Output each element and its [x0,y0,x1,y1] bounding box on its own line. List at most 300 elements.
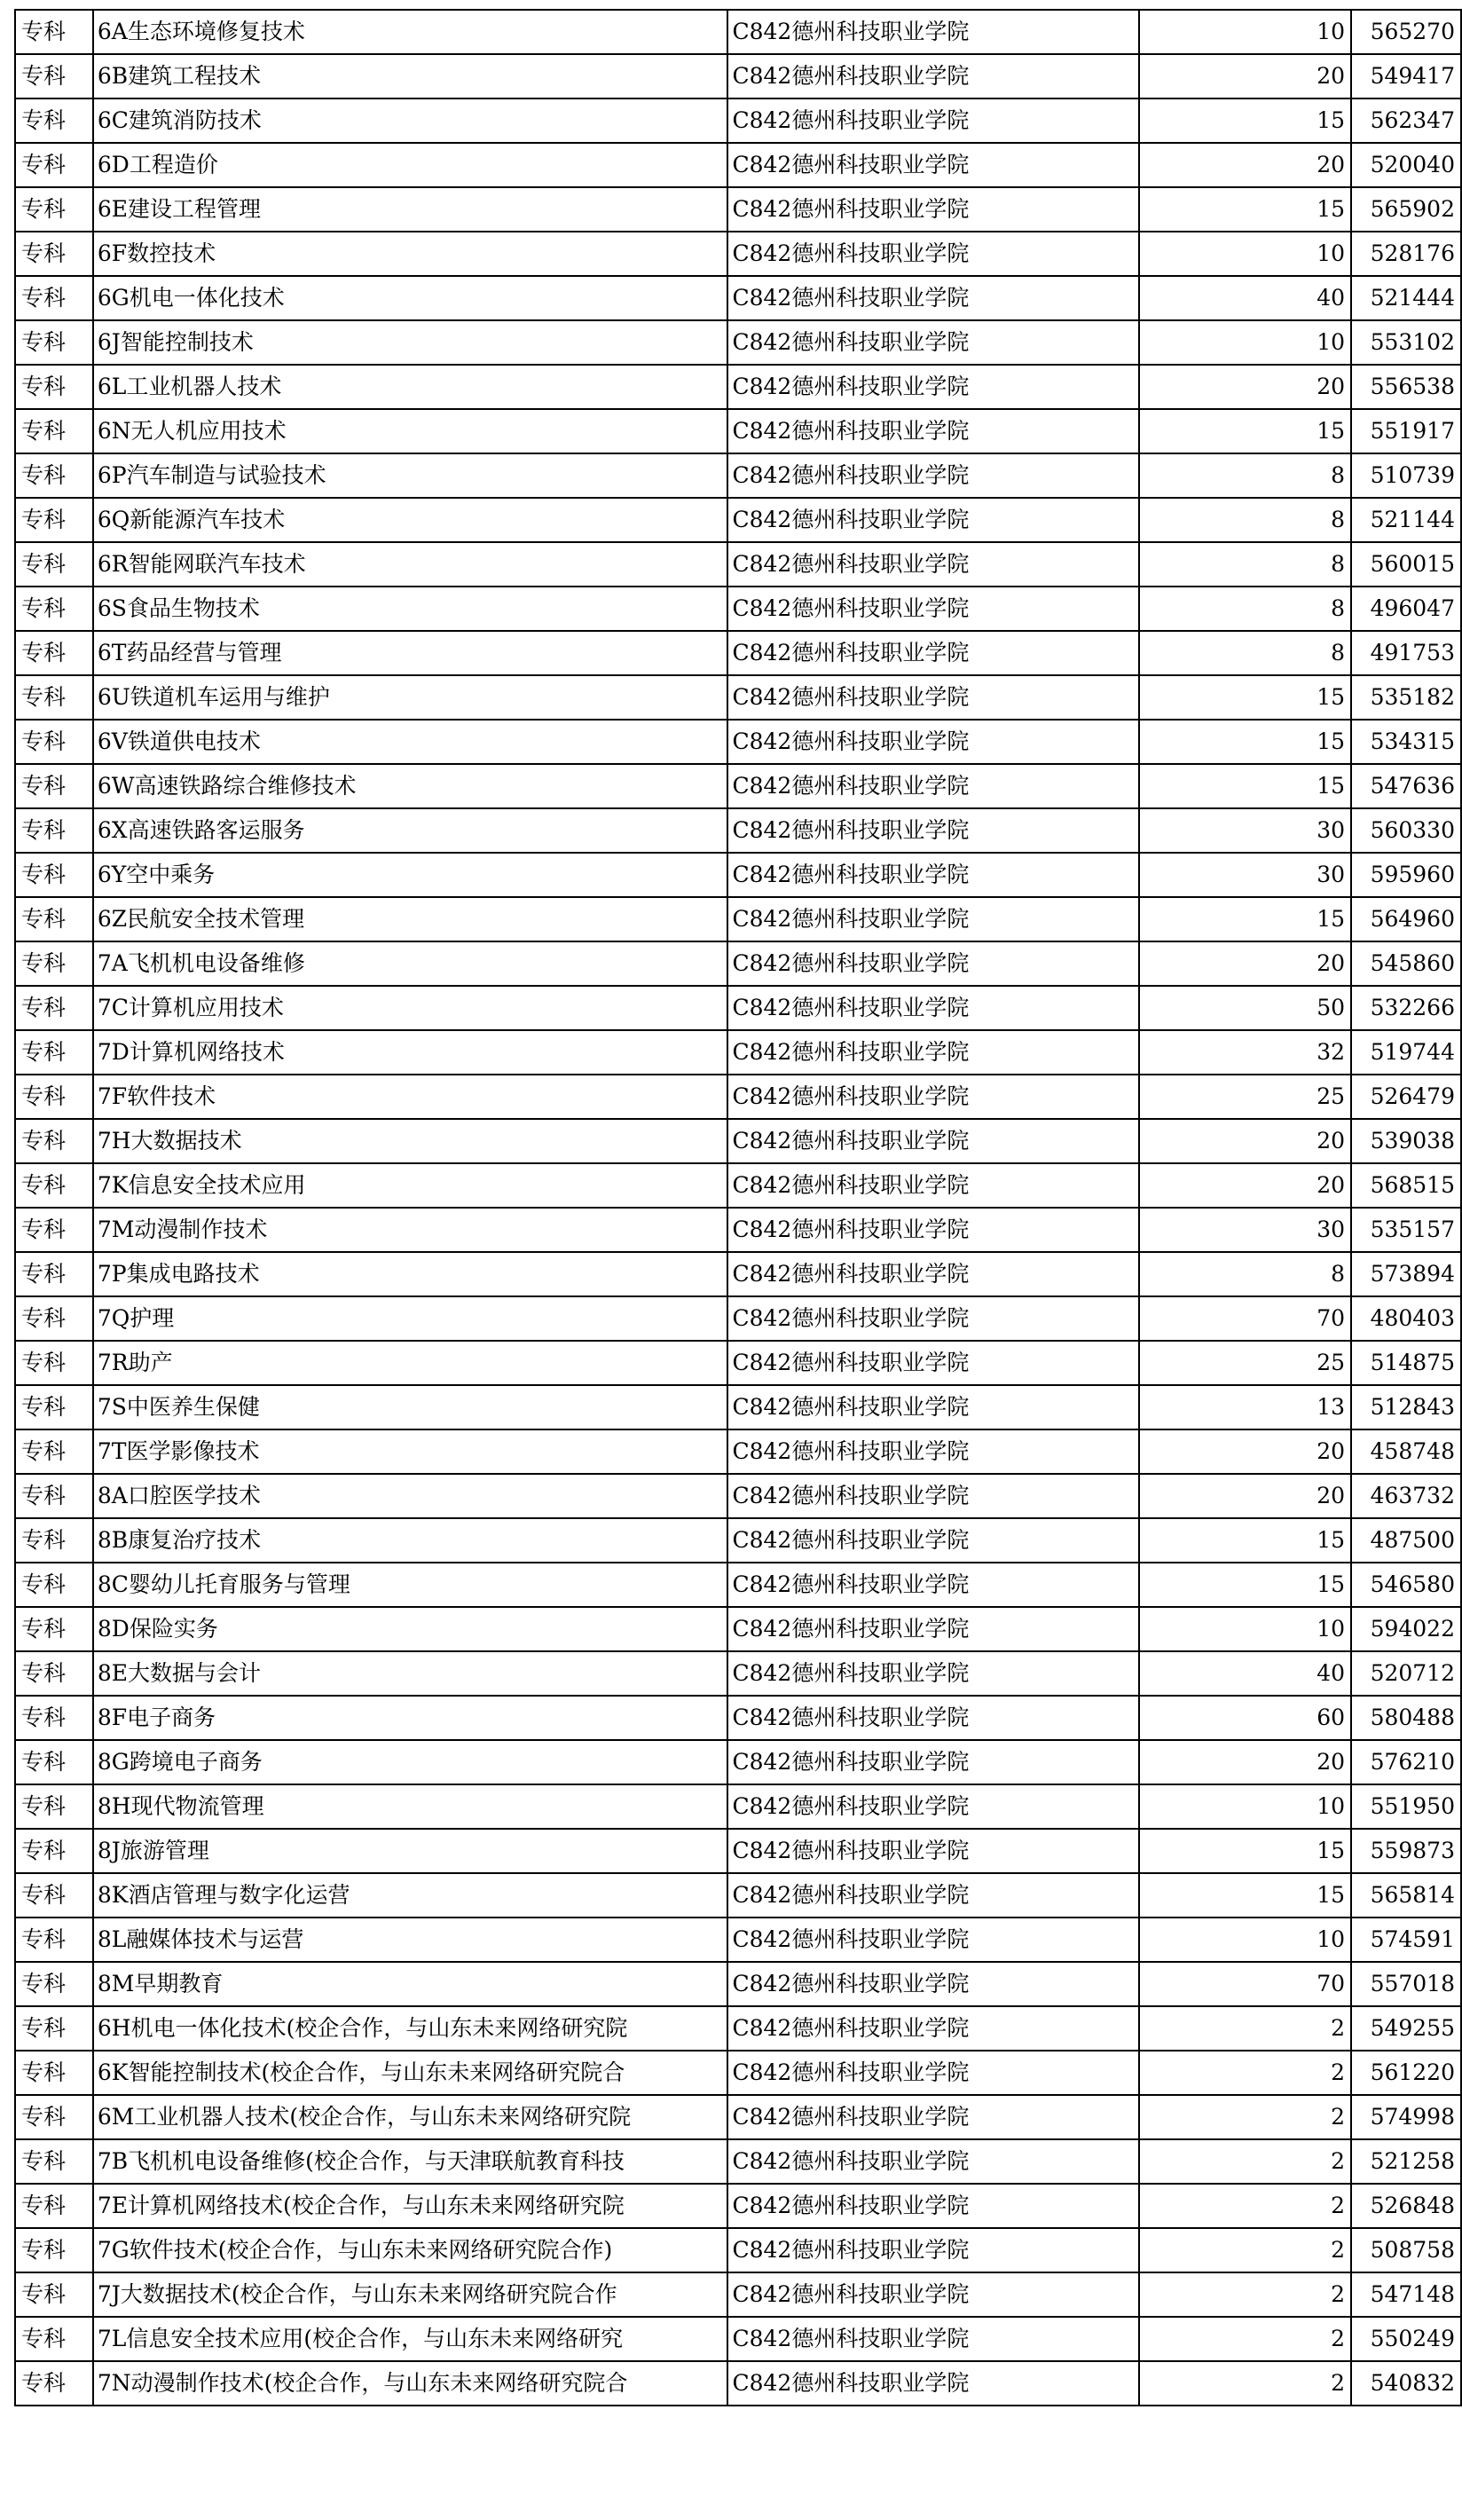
school-cell: C842德州科技职业学院 [727,320,1138,365]
rank-cell: 546580 [1351,1563,1461,1607]
plan-count-cell: 2 [1139,2317,1351,2361]
major-cell: 6P汽车制造与试验技术 [93,453,728,498]
table-row [15,2006,1461,2051]
level-cell: 专科 [15,1030,93,1075]
school-cell: C842德州科技职业学院 [727,764,1138,808]
level-cell: 专科 [15,986,93,1030]
major-cell: 6Y空中乘务 [93,853,728,897]
school-cell: C842德州科技职业学院 [727,1075,1138,1119]
rank-cell: 526848 [1351,2184,1461,2228]
level-cell: 专科 [15,764,93,808]
rank-cell: 520712 [1351,1651,1461,1696]
rank-cell: 561220 [1351,2051,1461,2095]
level-cell: 专科 [15,187,93,232]
major-cell: 8J旅游管理 [93,1829,728,1873]
level-cell: 专科 [15,2228,93,2272]
major-cell: 6D工程造价 [93,143,728,187]
school-cell: C842德州科技职业学院 [727,720,1138,764]
table-row [15,1474,1461,1518]
school-cell: C842德州科技职业学院 [727,1829,1138,1873]
table-row [15,675,1461,720]
school-cell: C842德州科技职业学院 [727,54,1138,98]
table-row [15,1385,1461,1429]
level-cell: 专科 [15,2361,93,2406]
table-row [15,276,1461,320]
major-cell: 6N无人机应用技术 [93,409,728,453]
table-row [15,2272,1461,2317]
table-row [15,143,1461,187]
level-cell: 专科 [15,897,93,941]
major-cell: 7C计算机应用技术 [93,986,728,1030]
plan-count-cell: 10 [1139,10,1351,54]
major-cell: 7P集成电路技术 [93,1252,728,1296]
plan-count-cell: 15 [1139,1829,1351,1873]
major-cell: 7K信息安全技术应用 [93,1163,728,1208]
plan-count-cell: 20 [1139,1429,1351,1474]
school-cell: C842德州科技职业学院 [727,1296,1138,1341]
school-cell: C842德州科技职业学院 [727,365,1138,409]
school-cell: C842德州科技职业学院 [727,1030,1138,1075]
rank-cell: 568515 [1351,1163,1461,1208]
table-row [15,320,1461,365]
major-cell: 7A飞机机电设备维修 [93,941,728,986]
major-cell: 7G软件技术(校企合作，与山东未来网络研究院合作) [93,2228,728,2272]
plan-count-cell: 10 [1139,232,1351,276]
school-cell: C842德州科技职业学院 [727,587,1138,631]
school-cell: C842德州科技职业学院 [727,2139,1138,2184]
school-cell: C842德州科技职业学院 [727,1873,1138,1918]
level-cell: 专科 [15,2095,93,2139]
school-cell: C842德州科技职业学院 [727,1784,1138,1829]
table-row [15,54,1461,98]
table-row [15,2317,1461,2361]
table-row [15,1784,1461,1829]
table-row [15,498,1461,542]
plan-count-cell: 8 [1139,631,1351,675]
major-cell: 8A口腔医学技术 [93,1474,728,1518]
rank-cell: 565270 [1351,10,1461,54]
major-cell: 7J大数据技术(校企合作，与山东未来网络研究院合作 [93,2272,728,2317]
plan-count-cell: 20 [1139,1163,1351,1208]
table-row [15,365,1461,409]
rank-cell: 574591 [1351,1918,1461,1962]
major-cell: 6S食品生物技术 [93,587,728,631]
rank-cell: 534315 [1351,720,1461,764]
rank-cell: 549255 [1351,2006,1461,2051]
table-row [15,631,1461,675]
level-cell: 专科 [15,587,93,631]
school-cell: C842德州科技职业学院 [727,2095,1138,2139]
level-cell: 专科 [15,2272,93,2317]
major-cell: 7R助产 [93,1341,728,1385]
plan-count-cell: 8 [1139,587,1351,631]
rank-cell: 594022 [1351,1607,1461,1651]
rank-cell: 565902 [1351,187,1461,232]
school-cell: C842德州科技职业学院 [727,2272,1138,2317]
level-cell: 专科 [15,808,93,853]
plan-count-cell: 15 [1139,897,1351,941]
major-cell: 8C婴幼儿托育服务与管理 [93,1563,728,1607]
rank-cell: 491753 [1351,631,1461,675]
table-row [15,232,1461,276]
major-cell: 6C建筑消防技术 [93,98,728,143]
plan-count-cell: 15 [1139,187,1351,232]
major-cell: 8D保险实务 [93,1607,728,1651]
table-row [15,1696,1461,1740]
major-cell: 6A生态环境修复技术 [93,10,728,54]
major-cell: 6Q新能源汽车技术 [93,498,728,542]
table-row [15,10,1461,54]
plan-count-cell: 15 [1139,764,1351,808]
school-cell: C842德州科技职业学院 [727,2228,1138,2272]
table-row [15,98,1461,143]
school-cell: C842德州科技职业学院 [727,98,1138,143]
level-cell: 专科 [15,1740,93,1784]
plan-count-cell: 70 [1139,1296,1351,1341]
level-cell: 专科 [15,853,93,897]
table-row [15,1607,1461,1651]
rank-cell: 519744 [1351,1030,1461,1075]
level-cell: 专科 [15,2184,93,2228]
rank-cell: 573894 [1351,1252,1461,1296]
major-cell: 6H机电一体化技术(校企合作，与山东未来网络研究院 [93,2006,728,2051]
rank-cell: 532266 [1351,986,1461,1030]
school-cell: C842德州科技职业学院 [727,1429,1138,1474]
major-cell: 8G跨境电子商务 [93,1740,728,1784]
level-cell: 专科 [15,1075,93,1119]
rank-cell: 560330 [1351,808,1461,853]
plan-count-cell: 2 [1139,2139,1351,2184]
table-row [15,941,1461,986]
major-cell: 7S中医养生保健 [93,1385,728,1429]
major-cell: 8E大数据与会计 [93,1651,728,1696]
plan-count-cell: 30 [1139,808,1351,853]
school-cell: C842德州科技职业学院 [727,1208,1138,1252]
level-cell: 专科 [15,1296,93,1341]
level-cell: 专科 [15,10,93,54]
plan-count-cell: 8 [1139,498,1351,542]
level-cell: 专科 [15,1474,93,1518]
rank-cell: 535182 [1351,675,1461,720]
level-cell: 专科 [15,1163,93,1208]
plan-count-cell: 32 [1139,1030,1351,1075]
major-cell: 7D计算机网络技术 [93,1030,728,1075]
major-cell: 7B飞机机电设备维修(校企合作，与天津联航教育科技 [93,2139,728,2184]
school-cell: C842德州科技职业学院 [727,1385,1138,1429]
level-cell: 专科 [15,276,93,320]
table-row [15,1918,1461,1962]
rank-cell: 547148 [1351,2272,1461,2317]
major-cell: 8B康复治疗技术 [93,1518,728,1563]
school-cell: C842德州科技职业学院 [727,187,1138,232]
school-cell: C842德州科技职业学院 [727,1918,1138,1962]
level-cell: 专科 [15,1385,93,1429]
major-cell: 6L工业机器人技术 [93,365,728,409]
table-row [15,2139,1461,2184]
level-cell: 专科 [15,1873,93,1918]
school-cell: C842德州科技职业学院 [727,1607,1138,1651]
table-row [15,2095,1461,2139]
major-cell: 7T医学影像技术 [93,1429,728,1474]
plan-count-cell: 25 [1139,1341,1351,1385]
rank-cell: 551917 [1351,409,1461,453]
plan-count-cell: 2 [1139,2095,1351,2139]
plan-count-cell: 20 [1139,1119,1351,1163]
school-cell: C842德州科技职业学院 [727,808,1138,853]
table-row [15,720,1461,764]
table-row [15,1651,1461,1696]
table-row [15,409,1461,453]
level-cell: 专科 [15,2006,93,2051]
table-row [15,2361,1461,2406]
rank-cell: 574998 [1351,2095,1461,2139]
plan-count-cell: 15 [1139,98,1351,143]
rank-cell: 458748 [1351,1429,1461,1474]
level-cell: 专科 [15,232,93,276]
rank-cell: 526479 [1351,1075,1461,1119]
rank-cell: 521144 [1351,498,1461,542]
major-cell: 8F电子商务 [93,1696,728,1740]
major-cell: 6T药品经营与管理 [93,631,728,675]
level-cell: 专科 [15,1208,93,1252]
major-cell: 6J智能控制技术 [93,320,728,365]
level-cell: 专科 [15,2051,93,2095]
table-row [15,897,1461,941]
table-row [15,1563,1461,1607]
table-row [15,1119,1461,1163]
plan-count-cell: 15 [1139,1873,1351,1918]
major-cell: 6X高速铁路客运服务 [93,808,728,853]
table-row [15,2184,1461,2228]
plan-count-cell: 15 [1139,1518,1351,1563]
rank-cell: 535157 [1351,1208,1461,1252]
major-cell: 6V铁道供电技术 [93,720,728,764]
table-row [15,1740,1461,1784]
major-cell: 7N动漫制作技术(校企合作，与山东未来网络研究院合 [93,2361,728,2406]
level-cell: 专科 [15,1829,93,1873]
rank-cell: 549417 [1351,54,1461,98]
rank-cell: 576210 [1351,1740,1461,1784]
rank-cell: 487500 [1351,1518,1461,1563]
level-cell: 专科 [15,1252,93,1296]
school-cell: C842德州科技职业学院 [727,409,1138,453]
level-cell: 专科 [15,143,93,187]
plan-count-cell: 30 [1139,853,1351,897]
level-cell: 专科 [15,1429,93,1474]
plan-count-cell: 8 [1139,453,1351,498]
plan-count-cell: 13 [1139,1385,1351,1429]
major-cell: 7H大数据技术 [93,1119,728,1163]
level-cell: 专科 [15,453,93,498]
major-cell: 7E计算机网络技术(校企合作，与山东未来网络研究院 [93,2184,728,2228]
school-cell: C842德州科技职业学院 [727,897,1138,941]
school-cell: C842德州科技职业学院 [727,1563,1138,1607]
table-row [15,1341,1461,1385]
plan-count-cell: 20 [1139,365,1351,409]
plan-count-cell: 15 [1139,409,1351,453]
major-cell: 8H现代物流管理 [93,1784,728,1829]
level-cell: 专科 [15,720,93,764]
level-cell: 专科 [15,941,93,986]
school-cell: C842德州科技职业学院 [727,1740,1138,1784]
major-cell: 6K智能控制技术(校企合作，与山东未来网络研究院合 [93,2051,728,2095]
rank-cell: 560015 [1351,542,1461,587]
plan-count-cell: 20 [1139,941,1351,986]
school-cell: C842德州科技职业学院 [727,631,1138,675]
level-cell: 专科 [15,409,93,453]
rank-cell: 539038 [1351,1119,1461,1163]
major-cell: 6B建筑工程技术 [93,54,728,98]
level-cell: 专科 [15,1918,93,1962]
school-cell: C842德州科技职业学院 [727,1651,1138,1696]
level-cell: 专科 [15,1651,93,1696]
plan-count-cell: 40 [1139,276,1351,320]
rank-cell: 463732 [1351,1474,1461,1518]
school-cell: C842德州科技职业学院 [727,1962,1138,2006]
school-cell: C842德州科技职业学院 [727,853,1138,897]
rank-cell: 565814 [1351,1873,1461,1918]
table-row [15,2051,1461,2095]
level-cell: 专科 [15,320,93,365]
plan-count-cell: 2 [1139,2272,1351,2317]
rank-cell: 521444 [1351,276,1461,320]
rank-cell: 595960 [1351,853,1461,897]
school-cell: C842德州科技职业学院 [727,542,1138,587]
major-cell: 6R智能网联汽车技术 [93,542,728,587]
plan-count-cell: 10 [1139,1607,1351,1651]
rank-cell: 480403 [1351,1296,1461,1341]
school-cell: C842德州科技职业学院 [727,143,1138,187]
level-cell: 专科 [15,54,93,98]
major-cell: 8M早期教育 [93,1962,728,2006]
rank-cell: 512843 [1351,1385,1461,1429]
school-cell: C842德州科技职业学院 [727,1518,1138,1563]
school-cell: C842德州科技职业学院 [727,1252,1138,1296]
table-row [15,1962,1461,2006]
level-cell: 专科 [15,542,93,587]
school-cell: C842德州科技职业学院 [727,1474,1138,1518]
plan-count-cell: 2 [1139,2006,1351,2051]
level-cell: 专科 [15,1784,93,1829]
table-row [15,1518,1461,1563]
table-row [15,764,1461,808]
plan-count-cell: 60 [1139,1696,1351,1740]
rank-cell: 528176 [1351,232,1461,276]
level-cell: 专科 [15,631,93,675]
level-cell: 专科 [15,1518,93,1563]
plan-count-cell: 10 [1139,1918,1351,1962]
table-row [15,986,1461,1030]
school-cell: C842德州科技职业学院 [727,2006,1138,2051]
school-cell: C842德州科技职业学院 [727,1696,1138,1740]
level-cell: 专科 [15,1341,93,1385]
school-cell: C842德州科技职业学院 [727,10,1138,54]
table-row [15,453,1461,498]
table-row [15,1296,1461,1341]
rank-cell: 559873 [1351,1829,1461,1873]
rank-cell: 553102 [1351,320,1461,365]
school-cell: C842德州科技职业学院 [727,2051,1138,2095]
plan-count-cell: 8 [1139,542,1351,587]
plan-count-cell: 40 [1139,1651,1351,1696]
major-cell: 6Z民航安全技术管理 [93,897,728,941]
school-cell: C842德州科技职业学院 [727,1119,1138,1163]
table-row [15,542,1461,587]
school-cell: C842德州科技职业学院 [727,453,1138,498]
plan-count-cell: 2 [1139,2361,1351,2406]
school-cell: C842德州科技职业学院 [727,941,1138,986]
plan-count-cell: 2 [1139,2051,1351,2095]
plan-count-cell: 20 [1139,1474,1351,1518]
rank-cell: 521258 [1351,2139,1461,2184]
table-row [15,587,1461,631]
rank-cell: 562347 [1351,98,1461,143]
level-cell: 专科 [15,1563,93,1607]
plan-count-cell: 30 [1139,1208,1351,1252]
major-cell: 6E建设工程管理 [93,187,728,232]
major-cell: 7Q护理 [93,1296,728,1341]
major-cell: 7F软件技术 [93,1075,728,1119]
rank-cell: 496047 [1351,587,1461,631]
plan-count-cell: 20 [1139,143,1351,187]
table-row [15,853,1461,897]
level-cell: 专科 [15,1696,93,1740]
level-cell: 专科 [15,2139,93,2184]
table-row [15,1252,1461,1296]
table-row [15,808,1461,853]
level-cell: 专科 [15,1119,93,1163]
plan-count-cell: 15 [1139,675,1351,720]
major-cell: 6M工业机器人技术(校企合作，与山东未来网络研究院 [93,2095,728,2139]
table-row [15,1873,1461,1918]
major-cell: 6G机电一体化技术 [93,276,728,320]
plan-count-cell: 20 [1139,1740,1351,1784]
plan-count-cell: 10 [1139,320,1351,365]
school-cell: C842德州科技职业学院 [727,2361,1138,2406]
level-cell: 专科 [15,98,93,143]
level-cell: 专科 [15,1607,93,1651]
table-row [15,187,1461,232]
table-row [15,1208,1461,1252]
admissions-table [14,9,1462,2406]
school-cell: C842德州科技职业学院 [727,2184,1138,2228]
level-cell: 专科 [15,498,93,542]
plan-count-cell: 2 [1139,2184,1351,2228]
rank-cell: 547636 [1351,764,1461,808]
rank-cell: 508758 [1351,2228,1461,2272]
plan-count-cell: 2 [1139,2228,1351,2272]
school-cell: C842德州科技职业学院 [727,986,1138,1030]
level-cell: 专科 [15,2317,93,2361]
table-row [15,1429,1461,1474]
rank-cell: 557018 [1351,1962,1461,2006]
rank-cell: 540832 [1351,2361,1461,2406]
major-cell: 6U铁道机车运用与维护 [93,675,728,720]
school-cell: C842德州科技职业学院 [727,232,1138,276]
rank-cell: 564960 [1351,897,1461,941]
rank-cell: 510739 [1351,453,1461,498]
major-cell: 6W高速铁路综合维修技术 [93,764,728,808]
major-cell: 7M动漫制作技术 [93,1208,728,1252]
table-row [15,1163,1461,1208]
rank-cell: 556538 [1351,365,1461,409]
table-body [15,10,1461,2406]
major-cell: 8L融媒体技术与运营 [93,1918,728,1962]
school-cell: C842德州科技职业学院 [727,1163,1138,1208]
rank-cell: 551950 [1351,1784,1461,1829]
level-cell: 专科 [15,1962,93,2006]
plan-count-cell: 8 [1139,1252,1351,1296]
